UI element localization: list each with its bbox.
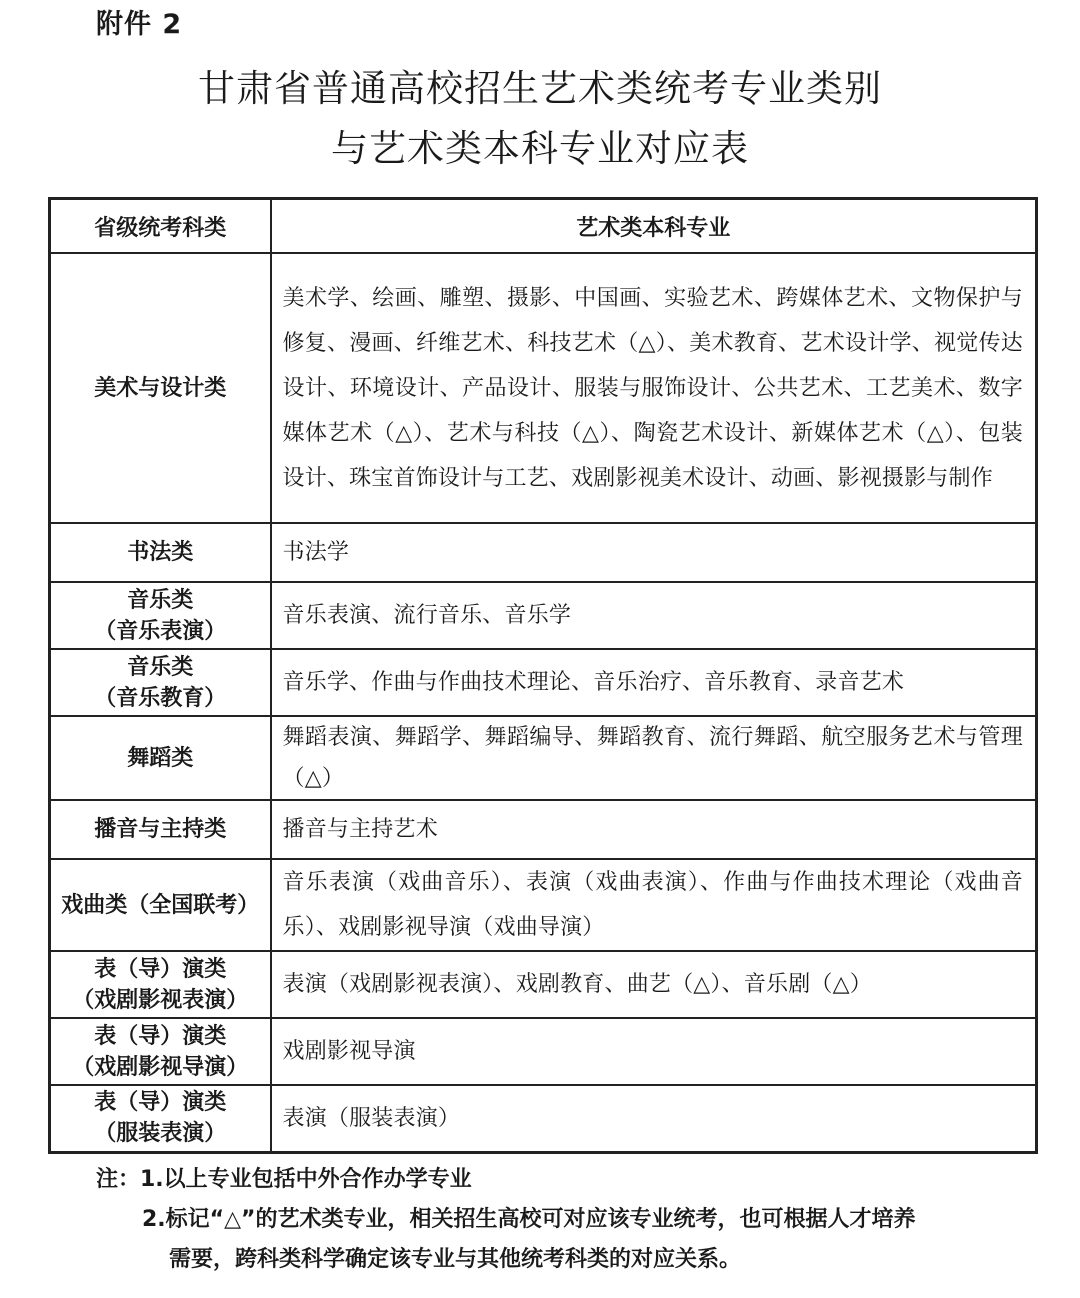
majors-cell: 美术学、绘画、雕塑、摄影、中国画、实验艺术、跨媒体艺术、文物保护与修复、漫画、纤维艺术、科技艺术（△）、美术教育、艺术设计学、视觉传达设计、环境设计、产品设计、服装与服饰设计、公共艺术、工艺美术、数字媒体艺术（△）、艺术与科技（△）、陶瓷艺术设计、新媒体艺术（△）、包装设计、珠宝首饰设计与工艺、戏剧影视美术设计、动画、影视摄影与制作 — [271, 253, 1037, 523]
category-cell — [50, 1018, 271, 1085]
table-row — [50, 649, 1037, 716]
table-row — [50, 582, 1037, 649]
document-title-line-1: 甘肃省普通高校招生艺术类统考专业类别 — [198, 67, 882, 110]
notes — [96, 1160, 916, 1280]
category-cell — [50, 649, 271, 716]
category-name: 表（导）演类 — [94, 1090, 227, 1116]
category-name: 播音与主持类 — [94, 817, 227, 842]
category-cell — [50, 582, 271, 649]
category-cell — [50, 523, 271, 582]
category-name: 舞蹈类 — [127, 745, 194, 771]
header-category: 省级统考科类 — [50, 199, 271, 254]
majors-cell: 表演（戏剧影视表演）、戏剧教育、曲艺（△）、音乐剧（△） — [271, 951, 1037, 1018]
category-name: 表（导）演类 — [94, 956, 227, 982]
majors-cell: 舞蹈表演、舞蹈学、舞蹈编导、舞蹈教育、流行舞蹈、航空服务艺术与管理（△） — [271, 716, 1037, 800]
majors-cell: 表演（服装表演） — [271, 1085, 1037, 1152]
table-row — [50, 523, 1037, 582]
note-line-2: 2.标记“△”的艺术类专业，相关招生高校可对应该专业统考，也可根据人才培养 — [142, 1207, 916, 1232]
note-line-3: 需要，跨科类科学确定该专业与其他统考科类的对应关系。 — [169, 1247, 742, 1272]
category-cell — [50, 951, 271, 1018]
category-subname: （音乐教育） — [94, 685, 227, 711]
majors-cell: 书法学 — [271, 523, 1037, 582]
category-subname: （服装表演） — [94, 1121, 227, 1147]
category-subname: （戏剧影视导演） — [72, 1054, 249, 1080]
majors-cell: 戏剧影视导演 — [271, 1018, 1037, 1085]
table-row — [50, 253, 1037, 523]
category-name: 表（导）演类 — [94, 1023, 227, 1049]
category-cell — [50, 1085, 271, 1152]
category-name: 戏曲类（全国联考） — [61, 892, 260, 918]
table-row — [50, 1085, 1037, 1152]
majors-cell: 音乐学、作曲与作曲技术理论、音乐治疗、音乐教育、录音艺术 — [271, 649, 1037, 716]
header-majors: 艺术类本科专业 — [271, 199, 1037, 254]
table-row — [50, 951, 1037, 1018]
category-subname: （音乐表演） — [94, 618, 227, 644]
table-header-row — [50, 199, 1037, 254]
majors-cell: 播音与主持艺术 — [271, 800, 1037, 859]
correspondence-table — [48, 197, 1038, 1154]
category-cell — [50, 716, 271, 800]
category-cell — [50, 859, 271, 951]
category-name: 书法类 — [127, 540, 194, 565]
document-title-line-2: 与艺术类本科专业对应表 — [331, 127, 749, 170]
category-name: 音乐类 — [127, 654, 194, 680]
category-subname: （戏剧影视表演） — [72, 987, 249, 1013]
category-name: 美术与设计类 — [94, 375, 227, 401]
category-name: 音乐类 — [127, 587, 194, 613]
table-row — [50, 800, 1037, 859]
note-line-1: 注：1.以上专业包括中外合作办学专业 — [96, 1167, 472, 1192]
category-cell — [50, 253, 271, 523]
table-row — [50, 716, 1037, 800]
attachment-label: 附件 2 — [96, 9, 183, 40]
majors-cell: 音乐表演（戏曲音乐）、表演（戏曲表演）、作曲与作曲技术理论（戏曲音乐）、戏剧影视导演（戏曲导演） — [271, 859, 1037, 951]
category-cell — [50, 800, 271, 859]
table-row — [50, 859, 1037, 951]
majors-cell: 音乐表演、流行音乐、音乐学 — [271, 582, 1037, 649]
table-row — [50, 1018, 1037, 1085]
